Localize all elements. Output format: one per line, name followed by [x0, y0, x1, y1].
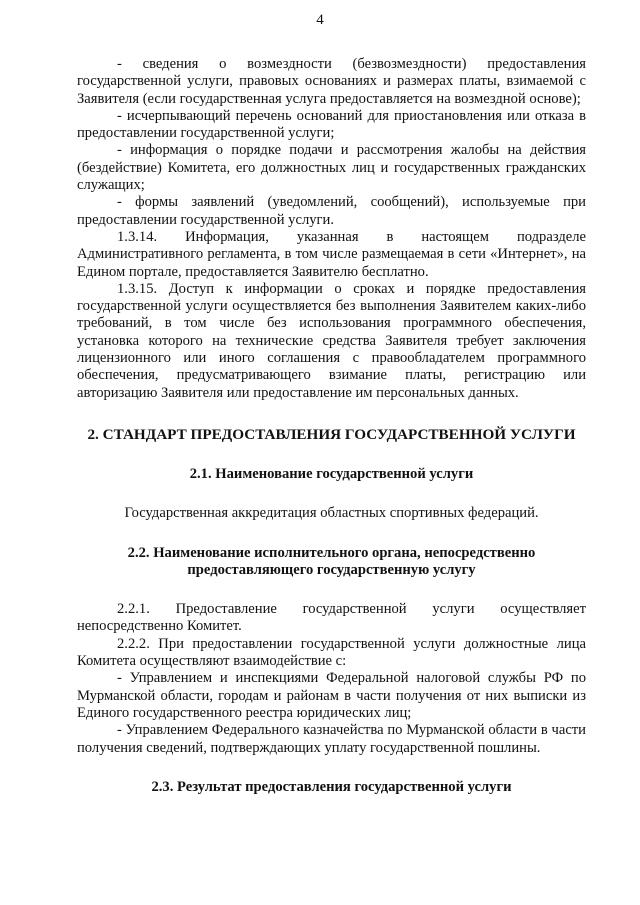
- service-name-text: Государственная аккредитация областных спортивных федераций.: [124, 505, 539, 522]
- paragraph-fee-info: - сведения о возмездности (безвозмездности) предоставления государственной услуги, правовых основаниях и размерах платы, взимаемой с Заявителя (если государственная услуга предоставляется на возмездной основе);: [77, 56, 586, 107]
- paragraph-application-forms: - формы заявлений (уведомлений, сообщений), используемые при предоставлении государственной услуги.: [77, 194, 586, 228]
- paragraph-tax-service: - Управлением и инспекциями Федеральной налоговой службы РФ по Мурманской области, городам и районам в части получения от них выписки из Единого государственного реестра юридических лиц;: [77, 670, 586, 721]
- page-number: 4: [316, 12, 324, 28]
- subsection-2-1-title: 2.1. Наименование государственной услуги: [189, 465, 474, 482]
- document-body: [77, 56, 586, 796]
- paragraph-2-2-2: 2.2.2. При предоставлении государственной услуги должностные лица Комитета осуществляют взаимодействие с:: [77, 635, 586, 670]
- section-2-title: 2. СТАНДАРТ ПРЕДОСТАВЛЕНИЯ ГОСУДАРСТВЕННОЙ УСЛУГИ: [87, 425, 576, 443]
- subsection-2-3-title: 2.3. Результат предоставления государственной услуги: [151, 778, 512, 795]
- paragraph-1-3-15: 1.3.15. Доступ к информации о сроках и порядке предоставления государственной услуги осуществляется без выполнения Заявителем каких-либо требований, в том числе без использования программного обеспечения, установка которого на технические средства Заявителя требует заключения лицензионного или иного соглашения с правообладателем программного обеспечения, предусматривающего взимание платы, регистрацию или авторизацию Заявителя или предоставление им персональных данных.: [77, 280, 586, 401]
- paragraph-complaint-procedure: - информация о порядке подачи и рассмотрения жалобы на действия (бездействие) Комитета, его должностных лиц и государственных гражданских служащих;: [77, 142, 586, 194]
- paragraph-suspension-grounds: - исчерпывающий перечень оснований для приостановления или отказа в предоставлении государственной услуги;: [77, 107, 586, 142]
- paragraph-1-3-14: 1.3.14. Информация, указанная в настоящем подразделе Административного регламента, в том числе размещаемая в сети «Интернет», на Едином портале, предоставляется Заявителю бесплатно.: [77, 228, 586, 280]
- paragraph-2-2-1: 2.2.1. Предоставление государственной услуги осуществляет непосредственно Комитет.: [77, 601, 586, 635]
- subsection-2-2-title: 2.2. Наименование исполнительного органа, непосредственно предоставляющего государственную услугу: [127, 544, 536, 578]
- paragraph-treasury: - Управлением Федерального казначейства по Мурманской области в части получения сведений, подтверждающих уплату государственной пошлины.: [77, 722, 586, 756]
